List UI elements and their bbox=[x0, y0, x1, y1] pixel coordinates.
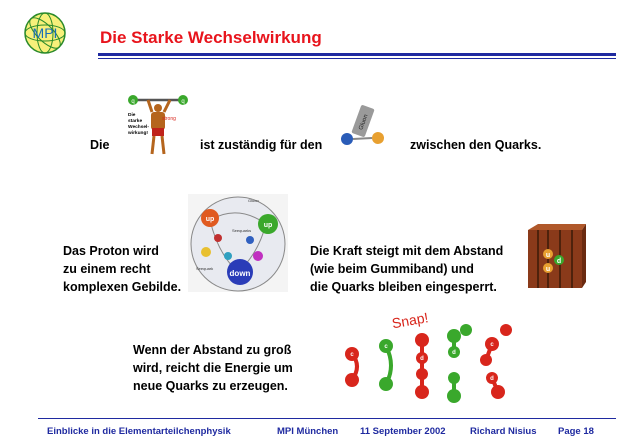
footer-page: Page 18 bbox=[558, 426, 594, 437]
footer-date: 11 September 2002 bbox=[360, 426, 446, 437]
proton-text-line-2: zu einem recht bbox=[63, 262, 151, 276]
quark-c-3: c bbox=[490, 342, 494, 348]
quark-c-1: c bbox=[350, 352, 354, 358]
energy-text-line-2: wird, reicht die Energie um bbox=[133, 361, 293, 375]
energy-text-line-1: Wenn der Abstand zu groß bbox=[133, 343, 292, 357]
svg-text:Die starke Wechsel- bbox=[127, 112, 150, 136]
svg-text:q: q bbox=[131, 99, 135, 105]
mpi-logo bbox=[22, 10, 68, 56]
cage-quark-3: d bbox=[556, 258, 562, 265]
footer-course: Einblicke in die Elementarteilchenphysik bbox=[47, 426, 231, 437]
proton-up-2: up bbox=[263, 222, 273, 229]
proton-gluon-label: Gluon bbox=[248, 198, 259, 203]
proton-up-1: up bbox=[205, 216, 215, 223]
proton-text-line-1: Das Proton wird bbox=[63, 244, 159, 258]
title-rule-thin bbox=[98, 58, 616, 59]
proton-text-line-3: komplexen Gebilde. bbox=[63, 280, 182, 294]
row1-text-end: zwischen den Quarks. bbox=[410, 138, 542, 152]
cage-quark-2: u bbox=[545, 266, 551, 273]
proton-down: down bbox=[229, 269, 251, 278]
quark-d-2: d bbox=[452, 350, 456, 356]
svg-text:q: q bbox=[181, 99, 185, 105]
caption-line-2: starke bbox=[128, 119, 143, 124]
caption-line-3: Wechsel- bbox=[128, 125, 149, 130]
caption-line-4: wirkung! bbox=[128, 131, 148, 136]
quark-c-2: c bbox=[384, 344, 388, 350]
weightlifter-image bbox=[126, 90, 190, 156]
footer-author: Richard Nisius bbox=[470, 426, 537, 437]
row1-text-middle: ist zuständig für den bbox=[200, 138, 323, 152]
force-text-line-2: (wie beim Gummiband) und bbox=[310, 262, 474, 276]
row1-text-die: Die bbox=[90, 138, 110, 152]
caption-line-1: Die bbox=[128, 113, 136, 118]
quark-d-1: d bbox=[420, 356, 424, 362]
cage-quark-1: u bbox=[545, 252, 551, 259]
force-text-line-3: die Quarks bleiben eingesperrt. bbox=[310, 280, 497, 294]
footer-institute: MPI München bbox=[277, 426, 339, 437]
quark-d-3: d bbox=[490, 376, 494, 382]
page-title: Die Starke Wechselwirkung bbox=[100, 28, 322, 47]
snap-label: Snap! bbox=[390, 309, 430, 332]
proton-antiquark-label: Seequark bbox=[196, 266, 214, 271]
title-rule bbox=[98, 53, 616, 56]
footer-rule bbox=[38, 418, 616, 419]
proton-seaquark-label: Seequarks bbox=[232, 228, 252, 233]
weightlifter-tag: strong bbox=[162, 116, 176, 122]
gluon-label: Gluon bbox=[358, 113, 370, 131]
logo-text: MPI bbox=[32, 25, 58, 41]
gluon-image bbox=[338, 104, 388, 148]
proton-image bbox=[188, 194, 288, 292]
string-breaking-image bbox=[336, 308, 526, 408]
force-text-line-1: Die Kraft steigt mit dem Abstand bbox=[310, 244, 504, 258]
energy-text-line-3: neue Quarks zu erzeugen. bbox=[133, 379, 288, 393]
quark-cage-image bbox=[524, 224, 586, 292]
